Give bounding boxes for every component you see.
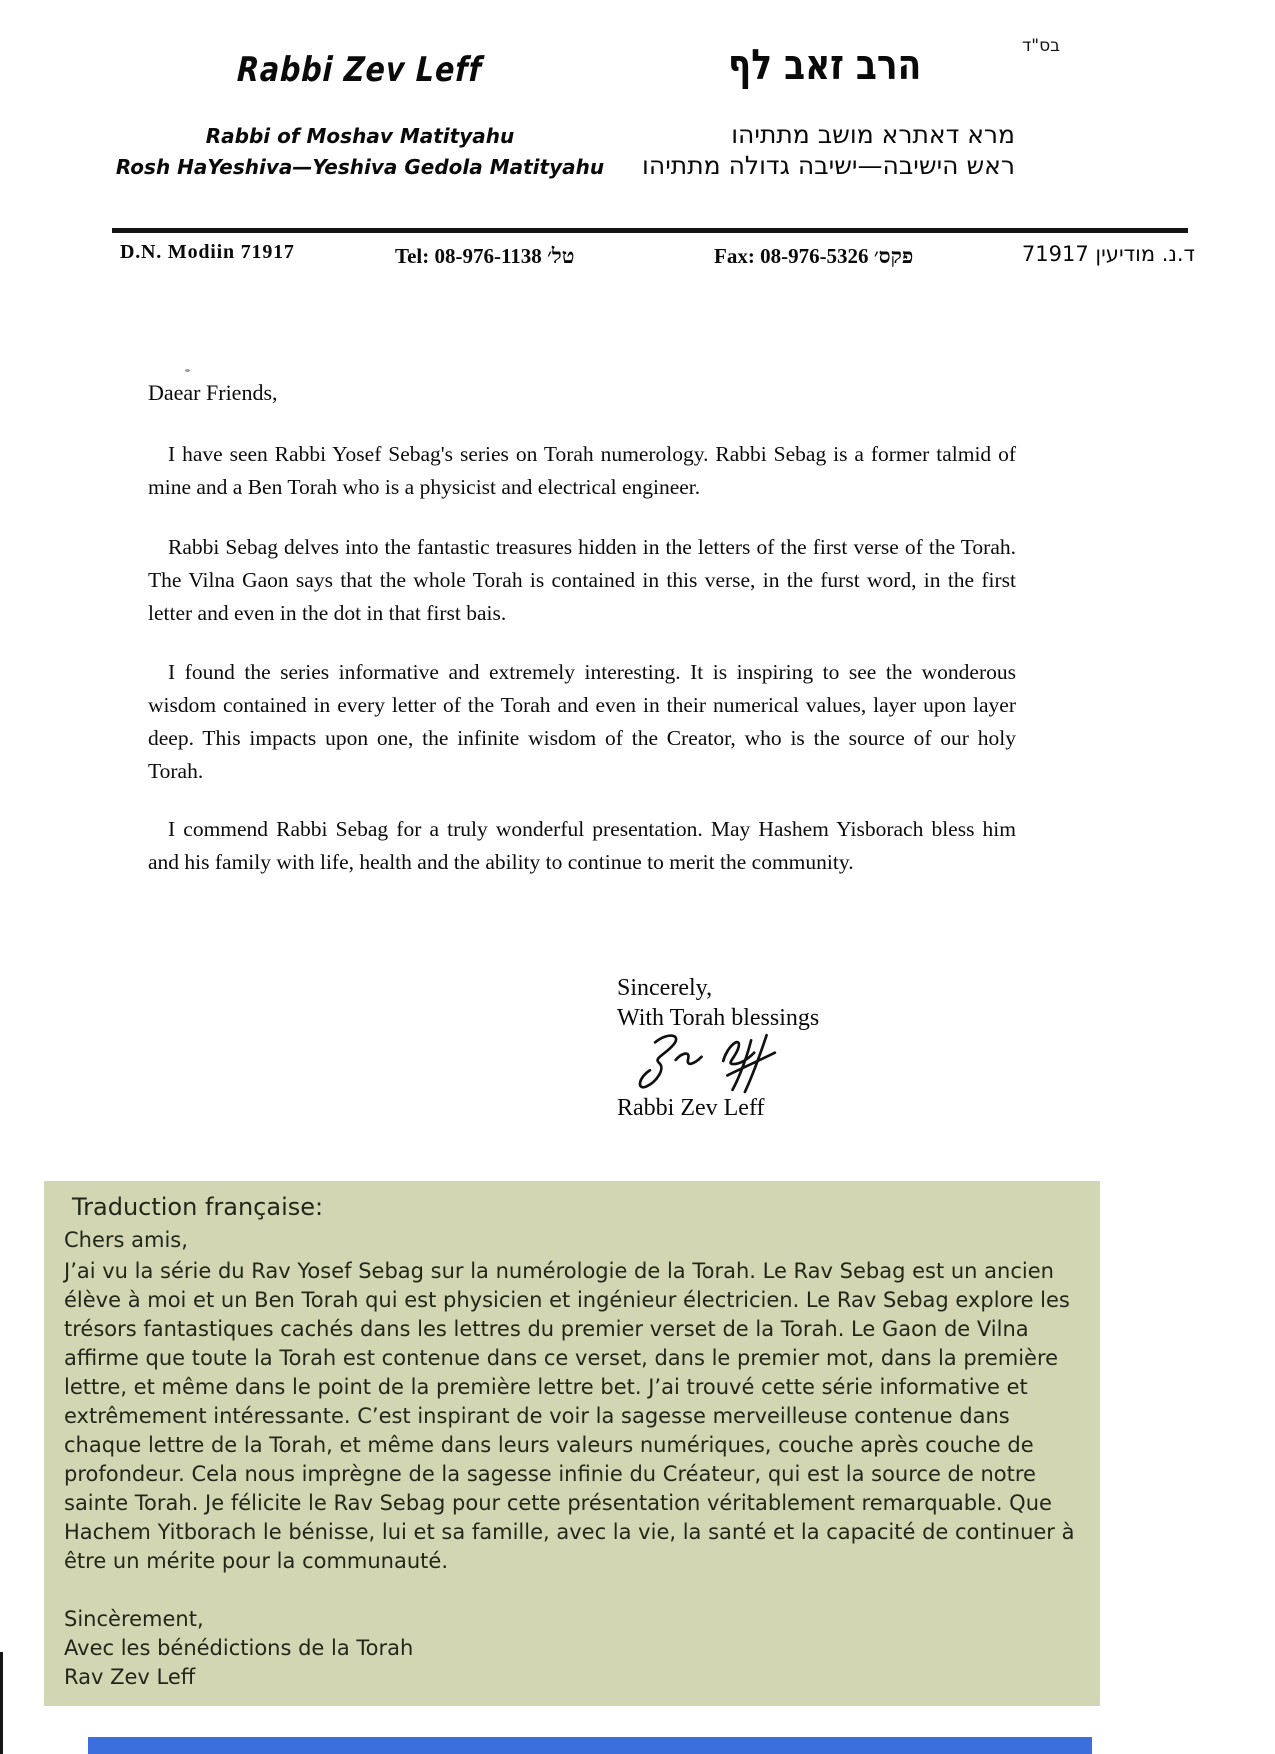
translation-box: [44, 1181, 1100, 1706]
translation-body: J’ai vu la série du Rav Yosef Sebag sur la numérologie de la Torah. Le Rav Sebag est un ancien élève à moi et un Ben Torah qui est physicien et ingénieur électricien. Le Rav Sebag explore les trésors fantastiques cachés dans les lettres du premier verset de la Torah. Le Gaon de Vilna affirme que toute la Torah est contenue dans ce verset, dans le premier mot, dans la première lettre, et même dans le point de la première lettre bet. J’ai trouvé cette série informative et extrêmement intéressante. C’est inspirant de voir la sagesse merveilleuse contenue dans chaque lettre de la Torah, et même dans leurs valeurs numériques, couche après couche de profondeur. Cela nous imprègne de la sagesse infinie du Créateur, qui est la source de notre sainte Torah. Je félicite le Rav Sebag pour cette présentation véritablement remarquable. Que Hachem Yitborach le bénisse, lui et sa famille, avec la vie, la santé et la capacité de continuer à être un mérite pour la communauté.: [64, 1259, 1075, 1573]
scan-speck: [185, 369, 190, 372]
salutation: Daear Friends,: [148, 380, 278, 405]
bsd-text: בס"ד: [1022, 36, 1060, 56]
rabbi-name-hebrew: הרב זאב לף: [728, 40, 922, 89]
contact-address-hebrew: ד.נ. מודיעין 71917: [1021, 242, 1195, 266]
contact-fax: Fax: 08-976-5326 פקס׳: [714, 244, 914, 268]
signature-scribble: [626, 1030, 806, 1094]
translation-title: Traduction française:: [72, 1193, 324, 1221]
translation-salutation: Chers amis,: [64, 1228, 188, 1252]
rabbi-name-english: Rabbi Zev Leff: [236, 50, 483, 90]
subtitle-hebrew-1: מרא דאתרא מושב מתתיהו: [731, 120, 1015, 149]
subtitle-hebrew-2: ראש הישיבה—ישיבה גדולה מתתיהו: [642, 151, 1015, 180]
body-paragraph-1: I have seen Rabbi Yosef Sebag's series on Torah numerology. Rabbi Sebag is a former talmid of mine and a Ben Torah who is a physicist and electrical engineer.: [148, 442, 1016, 499]
translation-closing-3: Rav Zev Leff: [64, 1665, 196, 1689]
signature-name: Rabbi Zev Leff: [617, 1095, 765, 1121]
translation-closing-2: Avec les bénédictions de la Torah: [64, 1636, 414, 1660]
contact-address-english: D.N. Modiin 71917: [120, 241, 295, 263]
subtitle-english-1: Rabbi of Moshav Matityahu: [205, 124, 515, 148]
translation-closing-1: Sincèrement,: [64, 1607, 204, 1631]
body-paragraph-2: Rabbi Sebag delves into the fantastic treasures hidden in the letters of the first verse of the Torah. The Vilna Gaon says that the whole Torah is contained in this verse, in the furst word, in the first letter and even in the dot in that first bais.: [148, 535, 1016, 625]
footer-blue-bar: [88, 1737, 1092, 1754]
subtitle-english-2: Rosh HaYeshiva—Yeshiva Gedola Matityahu: [115, 155, 605, 179]
header-divider-rule: [112, 228, 1188, 233]
contact-tel: Tel: 08-976-1138 טל׳: [395, 244, 575, 268]
body-paragraph-3: I found the series informative and extremely interesting. It is inspiring to see the wonderous wisdom contained in every letter of the Torah and even in their numerical values, layer upon layer deep. This impacts upon one, the infinite wisdom of the Creator, who is the source of our holy Torah.: [148, 660, 1016, 783]
scan-edge-artifact: [0, 1652, 3, 1754]
closing-torah-blessings: With Torah blessings: [617, 1005, 820, 1031]
closing-sincerely: Sincerely,: [617, 975, 713, 1001]
body-paragraph-4: I commend Rabbi Sebag for a truly wonderful presentation. May Hashem Yisborach bless him and his family with life, health and the ability to continue to merit the community.: [148, 817, 1016, 874]
translation-spacer: [64, 1576, 1092, 1605]
